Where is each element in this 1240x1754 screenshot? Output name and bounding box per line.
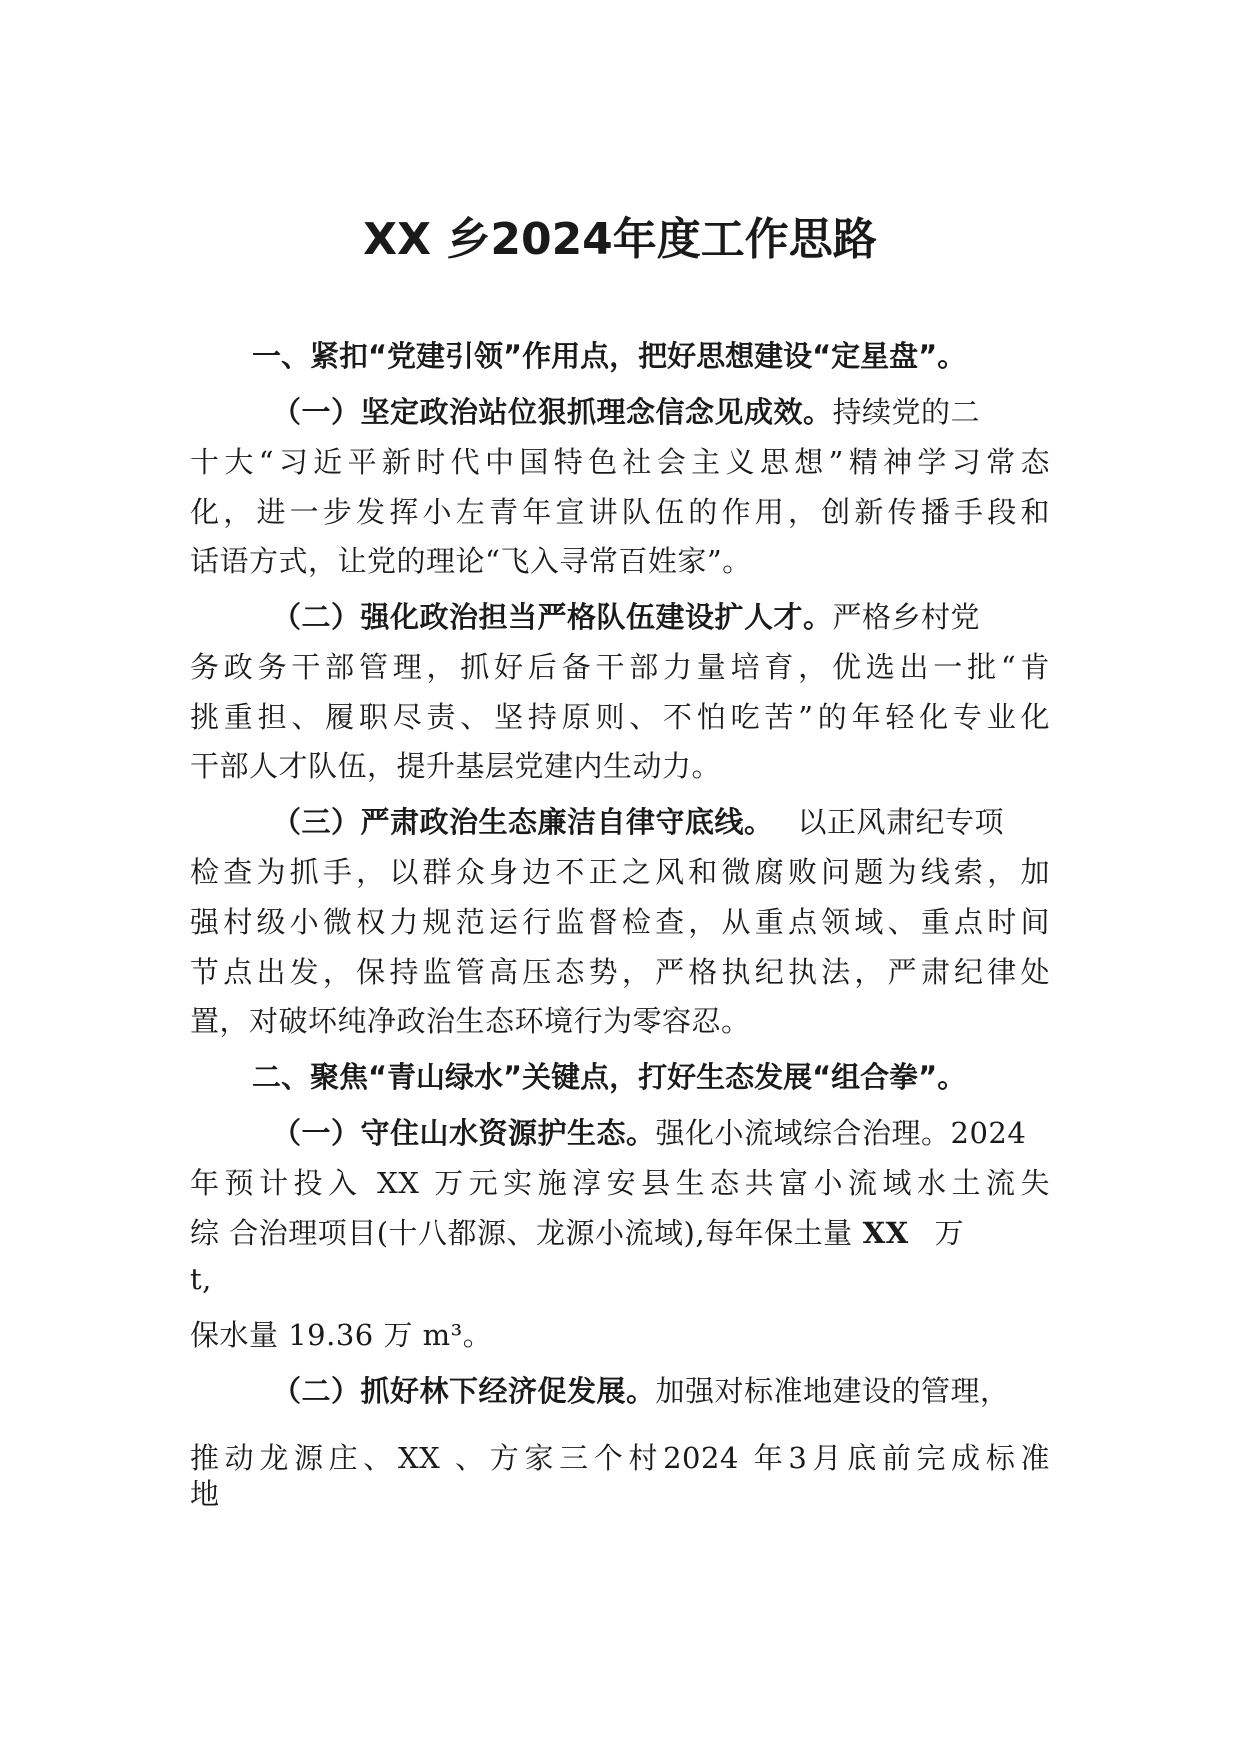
paragraph-line: 节点出发，保持监管高压态势，严格执纪执法，严肃纪律处 [190,955,1050,989]
document-title: XX 乡2024年度工作思路 [363,214,877,265]
paragraph-text: 万 [934,1216,965,1250]
paragraph-line: 保水量 19.36 万 m³。 [190,1318,493,1352]
paragraph-line: 年预计投入 XX 万元实施淳安县生态共富小流域水土流失 [190,1166,1050,1200]
paragraph-lead: （二）抓好林下经济促发展。 [272,1374,656,1408]
paragraph-text: 综 合治理项目(十八都源、龙源小流域),每年保土量 [190,1216,853,1250]
paragraph-line: 化，进一步发挥小左青年宣讲队伍的作用，创新传播手段和 [190,495,1050,529]
paragraph-line: t, [190,1262,212,1296]
paragraph-line: 话语方式，让党的理论“飞入寻常百姓家”。 [190,544,752,578]
paragraph-line: 干部人才队伍，提升基层党建内生动力。 [190,749,722,783]
paragraph-lead: （二）强化政治担当严格队伍建设扩人才。 [272,600,833,634]
paragraph-line: 推动龙源庄、XX 、方家三个村2024 年3月底前完成标准 [190,1441,1050,1475]
paragraph-text: 严格乡村党 [832,600,981,634]
paragraph-line: 强村级小微权力规范运行监督检查，从重点领域、重点时间 [190,905,1050,939]
paragraph-line [272,597,1050,637]
section-heading-2: 二、聚焦“青山绿水”关键点，打好生态发展“组合拳”。 [252,1060,967,1094]
paragraph-line: 十大“习近平新时代中国特色社会主义思想”精神学习常态 [190,445,1050,479]
paragraph-line [272,1113,1050,1153]
paragraph-line [190,1213,1050,1253]
paragraph-text: 强化小流域综合治理。2024 [655,1116,1027,1150]
paragraph-lead: （一）坚定政治站位狠抓理念信念见成效。 [272,395,833,429]
paragraph-line: 挑重担、履职尽责、坚持原则、不怕吃苦”的年轻化专业化 [190,700,1050,734]
paragraph-line [272,392,1050,432]
paragraph-text-bold: XX [862,1216,909,1250]
paragraph-line [272,1371,1050,1411]
paragraph-lead: （三）严肃政治生态廉洁自律守底线。 [272,805,774,839]
paragraph-text: 以正风肃纪专项 [797,805,1005,839]
paragraph-lead: （一）守住山水资源护生态。 [272,1116,656,1150]
paragraph-line: 置，对破坏纯净政治生态环境行为零容忍。 [190,1004,751,1038]
paragraph-text: 加强对标准地建设的管理， [655,1374,1010,1408]
paragraph-line [272,802,1050,842]
paragraph-line: 务政务干部管理，抓好后备干部力量培育，优选出一批“肯 [190,650,1050,684]
paragraph-line: 地 [190,1477,220,1511]
paragraph-text: 持续党的二 [832,395,981,429]
section-heading-1: 一、紧扣“党建引领”作用点，把好思想建设“定星盘”。 [252,339,967,373]
paragraph-line: 检查为抓手，以群众身边不正之风和微腐败问题为线索，加 [190,855,1050,889]
